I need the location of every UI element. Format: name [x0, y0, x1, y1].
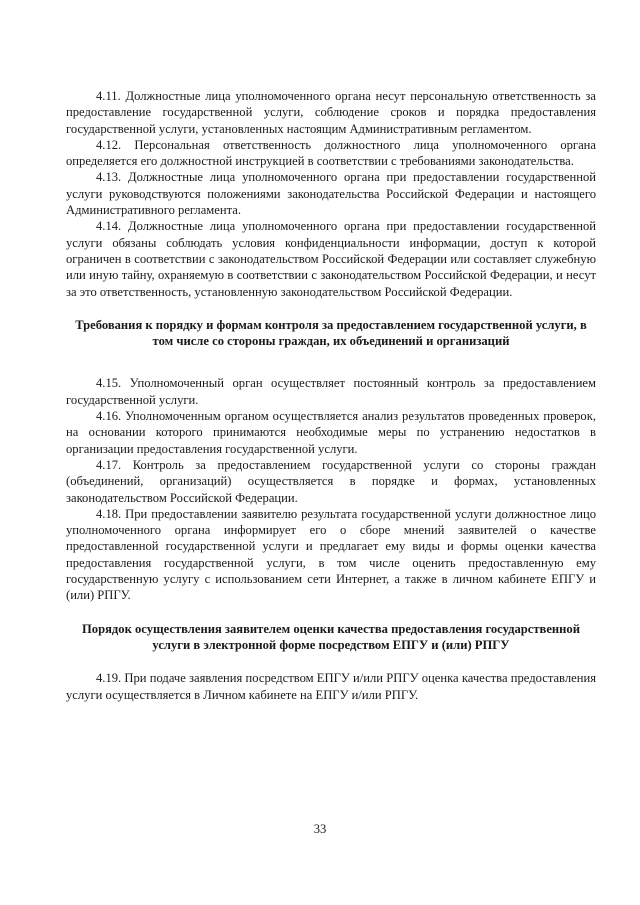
paragraph-4-17: 4.17. Контроль за предоставлением государственной услуги со стороны граждан (объединений, организаций) осуществляется в порядке и формах, установленных законодательством Российской Федерации. [66, 457, 596, 505]
section-heading-quality-assessment: Порядок осуществления заявителем оценки качества предоставления государственной услуги в электронной форме посредством ЕПГУ и (или) РПГУ [82, 621, 580, 652]
document-page [66, 88, 596, 703]
paragraph-4-12: 4.12. Персональная ответственность должностного лица уполномоченного органа определяется его должностной инструкцией в соответствии с требованиями законодательства. [66, 137, 596, 169]
paragraph-4-19: 4.19. При подаче заявления посредством ЕПГУ и/или РПГУ оценка качества предоставления услуги осуществляется в Личном кабинете на ЕПГУ и/или РПГУ. [66, 671, 596, 702]
paragraph-4-18: 4.18. При предоставлении заявителю результата государственной услуги должностное лицо уполномоченного органа информирует его о сборе мнений заявителей о качестве предоставленной государственной услуги и предлагает ему виды и формы оценки качества предоставления государственной услуги, в том числе оценить предоставленную ему государственную услугу с использованием сети Интернет, а также в личном кабинете ЕПГУ и (или) РПГУ. [66, 506, 596, 603]
paragraph-4-11: 4.11. Должностные лица уполномоченного органа несут персональную ответственность за предоставление государственной услуги, соблюдение сроков и порядка предоставления государственной услуги, установленных настоящим Административным регламентом. [66, 89, 596, 136]
section-heading-control: Требования к порядку и формам контроля за предоставлением государственной услуги, в том числе со стороны граждан, их объединений и организаций [75, 317, 587, 349]
paragraph-4-13: 4.13. Должностные лица уполномоченного органа при предоставлении государственной услуги руководствуются положениями законодательства Российской Федерации и настоящего Административного регламента. [66, 170, 596, 218]
page-number: 33 [313, 822, 327, 836]
paragraph-4-14: 4.14. Должностные лица уполномоченного органа при предоставлении государственной услуги обязаны соблюдать условия конфиденциальности информации, доступ к которой ограничен в соответствии с законодательством Российской Федерации или составляет служебную или иную тайну, охраняемую в соответствии с законодательством Российской Федерации, и несут за это ответственность, установленную законодательством Российской Федерации. [66, 219, 596, 299]
paragraph-4-16: 4.16. Уполномоченным органом осуществляется анализ результатов проведенных проверок, на основании которого принимаются необходимые меры по устранению недостатков в организации предоставления государственной услуги. [66, 409, 596, 456]
paragraph-4-15: 4.15. Уполномоченный орган осуществляет постоянный контроль за предоставлением государственной услуги. [66, 376, 596, 407]
